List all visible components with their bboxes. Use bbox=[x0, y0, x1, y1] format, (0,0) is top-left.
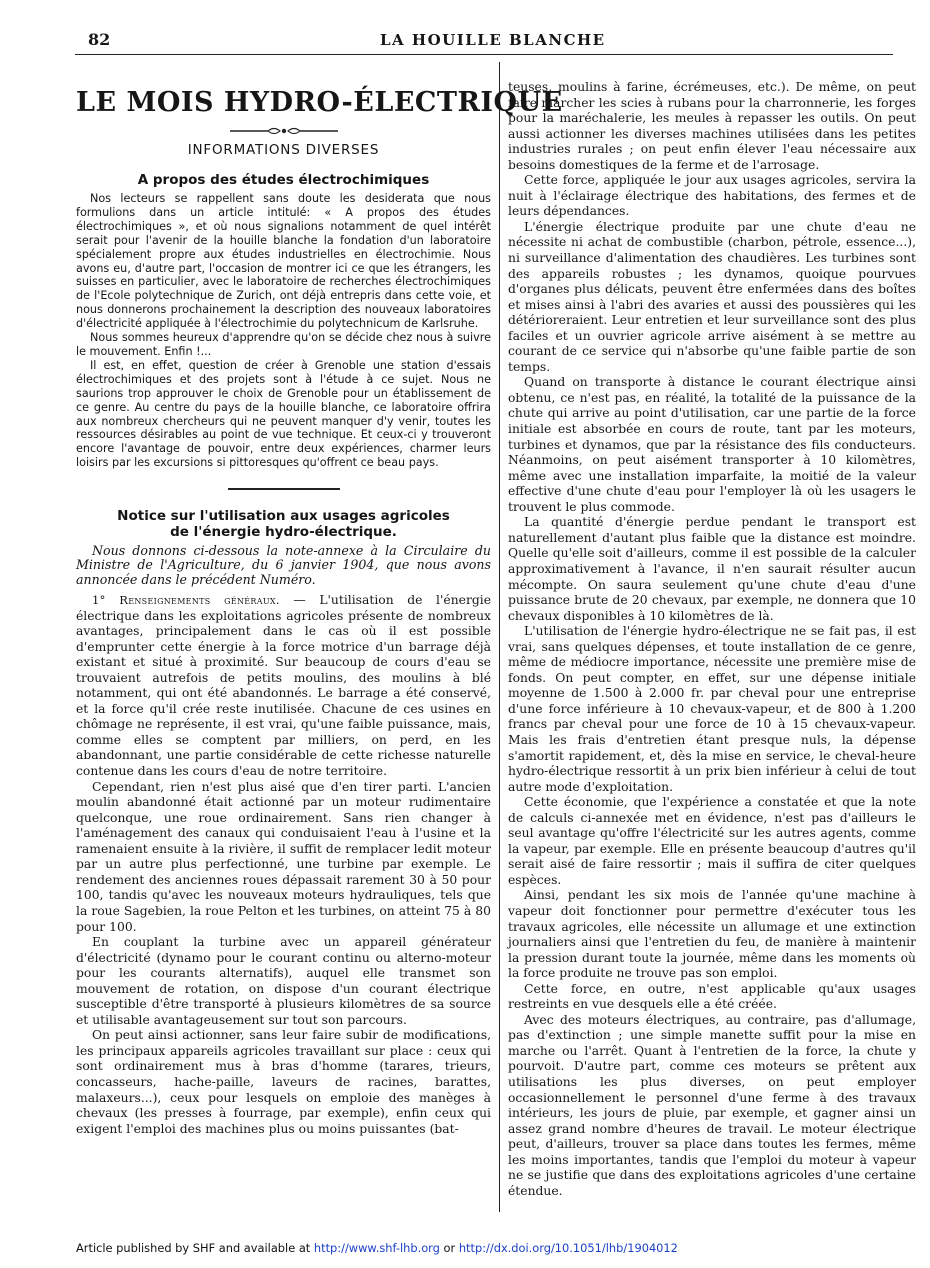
footer-text: Article published by SHF and available at bbox=[76, 1241, 314, 1255]
paragraph: Cependant, rien n'est plus aisé que d'en tirer parti. L'ancien moulin abandonné était actionné par un moteur rudimentaire quelconque, une roue ordinairement. Sans rien changer à l'aménagement des canaux qui conduisaient l'eau à l'usine et la ramenaient ensuite à la rivière, il suffit de remplacer ledit moteur par un autre plus perfectionné, une turbine par exemple. Le rendement des anciennes roues dépassait rarement 30 à 50 pour 100, tandis qu'avec les nouveaux moteurs hydrauliques, tels que la roue Sagebien, la roue Pelton et les turbines, on atteint 75 à 80 pour 100. bbox=[76, 779, 491, 934]
paragraph-text: — L'utilisation de l'énergie électrique dans les exploitations agricoles présente de nombreux avantages, principalement dans le cas où il est possible d'emprunter cette énergie à la force motrice d'un barrage déjà existant et situé à proximité. Sur beaucoup de cours d'eau se trouvaient autrefois de petits moulins, des moulins à blé notamment, qui ont été abandonnés. Le barrage a été conservé, et la force qu'il crée reste inutilisée. Chacune de ces usines en chômage ne représente, il est vrai, qu'une faible puissance, mais, comme elles se comptent par milliers, on perd, en les abandonnant, une partie considérable de cette richesse naturelle contenue dans les cours d'eau de notre territoire. bbox=[76, 593, 492, 779]
article-title: A propos des études électrochimiques bbox=[137, 172, 430, 188]
right-column bbox=[508, 80, 916, 1199]
paragraph: En couplant la turbine avec un appareil générateur d'électricité (dynamo pour le courant continu ou alterno-moteur pour les courants alternatifs), auquel elle transmet son mouvement de rotation, on dispose d'un courant électrique susceptible d'être transporté à plusieurs kilomètres de sa source et utilisable avantageusement sur tout son parcours. bbox=[76, 935, 491, 1027]
paragraph: Quand on transporte à distance le courant électrique ainsi obtenu, ce n'est pas, en réalité, la totalité de la puissance de la chute qui arrive au point d'utilisation, car une partie de la force initiale est absorbée en cours de route, tant par les moteurs, turbines et dynamos, que par la résistance des fils conducteurs. Néanmoins, on peut aisément transporter à 10 kilomètres, même avec une installation imparfaite, la moitié de la valeur effective d'une chute d'eau pour l'employer là où les usagers le trouvent le plus commode. bbox=[508, 375, 916, 514]
page-number: 82 bbox=[88, 30, 111, 49]
paragraph: Nous sommes heureux d'apprendre qu'on se décide chez nous à suivre le mouvement. Enfin !... bbox=[76, 331, 491, 358]
footer-link-shf[interactable]: http://www.shf-lhb.org bbox=[313, 1241, 440, 1255]
ornament-icon bbox=[230, 126, 338, 136]
article-title-line: Notice sur l'utilisation aux usages agricoles bbox=[117, 508, 450, 525]
article-body bbox=[76, 192, 491, 470]
running-title: LA HOUILLE BLANCHE bbox=[380, 31, 606, 49]
paragraph: Cette force, appliquée le jour aux usages agricoles, servira la nuit à l'éclairage électrique des habitations, des fermes et de leurs dépendances. bbox=[508, 173, 916, 219]
footer-text: or bbox=[439, 1241, 459, 1255]
left-column bbox=[76, 64, 563, 1137]
paragraph: Nos lecteurs se rappellent sans doute les desiderata que nous formulions dans un article intitulé: « A propos des études électrochimiques », et où nous signalions notamment de quel intérêt serait pour l'avenir de la houille blanche la fondation d'un laboratoire spécialement propre aux études industrielles en électrochimie. Nous avons eu, d'autre part, l'occasion de montrer ici ce que les étrangers, les suisses en particulier, avec le laboratoire de recherches électrochimiques de l'Ecole polytechnique de Zurich, ont déjà entrepris dans cette voie, et nous donnerons prochainement la description des nouveaux laboratoires d'électricité appliquée à l'électrochimie du polytechnicum de Karlsruhe. bbox=[76, 192, 491, 331]
paragraph: Ainsi, pendant les six mois de l'année qu'une machine à vapeur doit fonctionner pour permettre d'exécuter tous les travaux agricoles, elle nécessite un allumage et une extinction journaliers ainsi que l'entretien du feu, de manière à maintenir la pression durant toute la journée, même dans les moments où la force produite ne trouve pas son emploi. bbox=[508, 888, 916, 981]
article-title bbox=[76, 508, 491, 540]
column-divider bbox=[499, 62, 500, 1212]
paragraph: L'utilisation de l'énergie hydro-électrique ne se fait pas, il est vrai, sans quelques dépenses, et toute installation de ce genre, même de médiocre importance, nécessite une première mise de fonds. On peut compter, en effet, sur une dépense initiale moyenne de 1.500 à 2.000 fr. par cheval pour une entreprise d'une force inférieure à 10 chevaux-vapeur, et de 800 à 1.200 francs par cheval pour une force de 10 à 15 chevaux-vapeur. Mais les frais d'entretien étant presque nuls, la dépense s'amortit rapidement, et, dès la mise en service, le cheval-heure hydro-électrique ressortit à un prix bien inférieur à celui de tout autre mode d'exploitation. bbox=[508, 624, 916, 794]
paragraph: teuses, moulins à farine, écrémeuses, etc.). De même, on peut faire marcher les scies à rubans pour la charronnerie, les forges pour la maréchalerie, les meules à repasser les outils. On peut aussi actionner les diverses machines utilisées dans les petites industries rurales ; on peut enfin élever l'eau nécessaire aux besoins domestiques de la ferme et de l'arrosage. bbox=[508, 80, 916, 172]
paragraph bbox=[76, 593, 491, 780]
article-body bbox=[76, 593, 491, 1137]
paragraph: Il est, en effet, question de créer à Grenoble une station d'essais électrochimiques et des projets sont à l'étude à ce sujet. Nous ne saurions trop approuver le choix de Grenoble pour un établissement de ce genre. Au centre du pays de la houille blanche, ce laboratoire offrira aux nombreux chercheurs qui ne peuvent manquer d'y venir, toutes les ressources désirables au point de vue technique. Et ceux-ci y trouveront encore l'avantage de pouvoir, entre deux expériences, charmer leurs loisirs par les excursions si pittoresques qu'offrent ce beau pays. bbox=[76, 358, 491, 470]
paragraph: On peut ainsi actionner, sans leur faire subir de modifications, les principaux appareils agricoles travaillant sur place : ceux qui sont ordinairement mus à bras d'homme (tarares, trieurs, concasseurs, hache-paille, laveurs de racines, barattes, malaxeurs...), ceux pour lesquels on emploie des manèges à chevaux (les presses à fourrage, par exemple), enfin ceux qui exigent l'emploi des machines plus ou moins puissantes (bat- bbox=[76, 1028, 491, 1136]
header-rule bbox=[75, 54, 893, 55]
article-title-line: de l'énergie hydro-électrique. bbox=[170, 524, 397, 541]
paragraph: La quantité d'énergie perdue pendant le transport est naturellement d'autant plus faible que la distance est moindre. Quelle qu'elle soit d'ailleurs, comme il est possible de la calculer approximativement à l'avance, il n'en saurait résulter aucun mécompte. On saura seulement qu'une chute d'eau d'une puissance brute de 20 chevaux, par exemple, ne donnera que 10 chevaux disponibles à 10 kilomètres de là. bbox=[508, 515, 916, 623]
subsection-label: 1° Renseignements généraux. bbox=[92, 593, 280, 608]
paragraph: Cette force, en outre, n'est applicable qu'aux usages restreints en vue desquels elle a été créée. bbox=[508, 981, 916, 1012]
masthead: LE MOIS HYDRO-ÉLECTRIQUE bbox=[76, 87, 563, 118]
paragraph: Cette économie, que l'expérience a constatée et que la note de calculs ci-annexée met en évidence, n'est pas d'ailleurs le seul avantage qu'offre l'électricité sur les autres agents, comme la vapeur, par exemple. Elle en présente beaucoup d'autres qu'il serait aisé de faire ressortir ; mais il suffira de citer quelques espèces. bbox=[508, 795, 916, 887]
paragraph: Avec des moteurs électriques, au contraire, pas d'allumage, pas d'extinction ; une simple manette suffit pour la mise en marche ou l'arrêt. Quant à l'entretien de la force, la chute y pourvoit. D'autre part, comme ces moteurs se prêtent aux utilisations les plus diverses, on peut employer occasionnellement le personnel d'une ferme à des travaux intérieurs, les jours de pluie, par exemple, et gagner ainsi un assez grand nombre d'heures de travail. Le moteur électrique peut, d'ailleurs, trouver sa place dans toutes les fermes, même les moins importantes, tandis que l'emploi du moteur à vapeur ne se justifie que dans des exploitations agricoles d'une certaine étendue. bbox=[508, 1012, 916, 1198]
footer-link-doi[interactable]: http://dx.doi.org/10.1051/lhb/1904012 bbox=[458, 1241, 678, 1255]
section-separator bbox=[228, 488, 340, 490]
paragraph: L'énergie électrique produite par une chute d'eau ne nécessite ni achat de combustible (charbon, pétrole, essence...), ni surveillance d'alimentation des chaudières. Les turbines sont des appareils robustes ; les dynamos, quoique pourvues d'organes plus délicats, peuvent être enfermées dans des boîtes et mises ainsi à l'abri des avaries et aussi des poussières qui les détérioreraient. Leur entretien et leur surveillance sont des plus faciles et un ouvrier agricole arrive aisément à se mettre au courant de ce service qui n'absorbe qu'une faible partie de son temps. bbox=[508, 219, 916, 374]
article-intro: Nous donnons ci-dessous la note-annexe à la Circulaire du Ministre de l'Agriculture, du 6 janvier 1904, que nous avons annoncée dans le précédent Numéro. bbox=[76, 543, 491, 587]
section-title: INFORMATIONS DIVERSES bbox=[187, 142, 380, 158]
footer-citation bbox=[76, 1241, 678, 1255]
